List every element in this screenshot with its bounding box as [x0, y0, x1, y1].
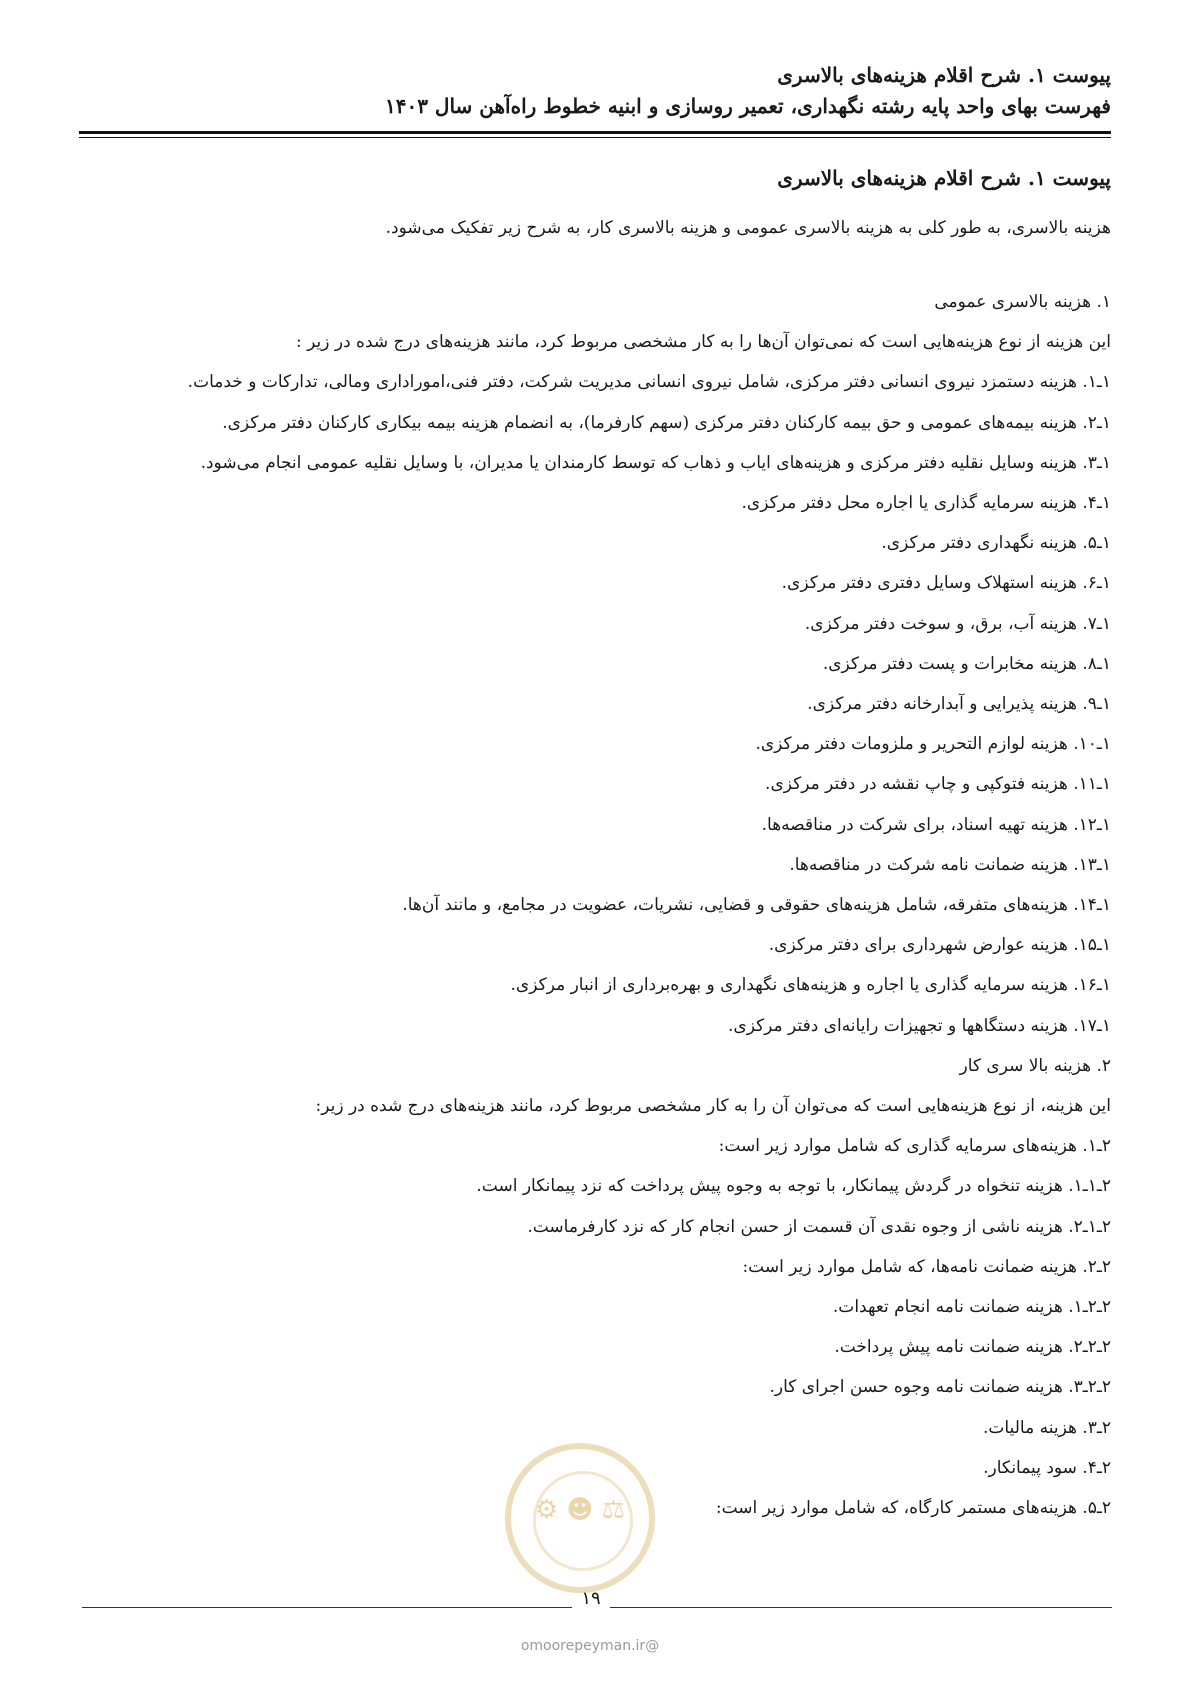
list-item: ۱ـ۱۷. هزینه دستگاهها و تجهیزات رایانه‌ای دفتر مرکزی.: [727, 1015, 1111, 1036]
list-item: ۲ـ۲. هزینه ضمانت نامه‌ها، که شامل موارد زیر است:: [742, 1256, 1111, 1277]
list-item: ۱ـ۱۳. هزینه ضمانت نامه شرکت در مناقصه‌ها.: [789, 854, 1111, 875]
list-item: ۲ـ۵. هزینه‌های مستمر کارگاه، که شامل موارد زیر است:: [715, 1498, 1111, 1519]
list-item: ۱ـ۷. هزینه آب، برق، و سوخت دفتر مرکزی.: [804, 613, 1111, 634]
list-item: ۲ـ۴. سود پیمانکار.: [983, 1457, 1111, 1478]
watermark-emblem-icon: ⚖ ☻ ⚙: [534, 1495, 626, 1525]
footer-rule-right: [610, 1607, 1112, 1608]
intro-paragraph: هزینه بالاسری، به طور کلی به هزینه بالاسری عمومی و هزینه بالاسری کار، به شرح زیر تفکیک می‌شود.: [385, 218, 1111, 238]
list-item: ۱ـ۲. هزینه بیمه‌های عمومی و حق بیمه کارکنان دفتر مرکزی (سهم کارفرما)، به انضمام هزینه بیمه بیکاری کارکنان دفتر مرکزی.: [222, 412, 1111, 433]
header-rule-thick: [79, 131, 1111, 134]
list-item: ۱. هزینه بالاسری عمومی: [934, 292, 1111, 312]
list-item: ۲ـ۳. هزینه مالیات.: [983, 1417, 1111, 1438]
list-item: ۲ـ۲ـ۲. هزینه ضمانت نامه پیش پرداخت.: [834, 1337, 1111, 1358]
footer-rule-left: [82, 1607, 572, 1608]
list-item: ۱ـ۱۶. هزینه سرمایه گذاری یا اجاره و هزینه‌های نگهداری و بهره‌برداری از انبار مرکزی.: [510, 975, 1111, 996]
section-title: پیوست ۱. شرح اقلام هزینه‌های بالاسری: [777, 166, 1111, 190]
header-subtitle: فهرست بهای واحد پایه رشته نگهداری، تعمیر روسازی و ابنیه خطوط راه‌آهن سال ۱۴۰۳: [385, 94, 1111, 118]
list-item: ۱ـ۱۱. هزینه فتوکپی و چاپ نقشه در دفتر مرکزی.: [765, 774, 1111, 795]
list-item: ۱ـ۱۴. هزینه‌های متفرقه، شامل هزینه‌های حقوقی و قضایی، نشریات، عضویت در مجامع، و مانند آن‌ها.: [402, 895, 1111, 916]
list-item: ۱ـ۱. هزینه دستمزد نیروی انسانی دفتر مرکزی، شامل نیروی انسانی مدیریت شرکت، دفتر فنی،اموراداری ومالی، تدارکات و خدمات.: [187, 372, 1111, 393]
header-rule-thin: [79, 137, 1111, 138]
list-item: ۲ـ۲ـ۱. هزینه ضمانت نامه انجام تعهدات.: [832, 1297, 1111, 1318]
document-body: [79, 150, 1111, 1528]
list-item: ۲ـ۱ـ۲. هزینه ناشی از وجوه نقدی آن قسمت از حسن انجام کار که نزد کارفرماست.: [527, 1216, 1111, 1237]
list-item: ۱ـ۱۲. هزینه تهیه اسناد، برای شرکت در مناقصه‌ها.: [761, 814, 1111, 835]
list-item: ۲ـ۱. هزینه‌های سرمایه گذاری که شامل موارد زیر است:: [718, 1136, 1111, 1157]
list-item: ۱ـ۴. هزینه سرمایه گذاری یا اجاره محل دفتر مرکزی.: [741, 493, 1111, 514]
list-item: ۱ـ۵. هزینه نگهداری دفتر مرکزی.: [881, 533, 1111, 554]
watermark-logo: [505, 1443, 655, 1593]
list-item: ۱ـ۳. هزینه وسایل نقلیه دفتر مرکزی و هزینه‌های ایاب و ذهاب که توسط کارمندان یا مدیران، با وسایل نقلیه عمومی انجام می‌شود.: [200, 452, 1111, 473]
page-number: ۱۹: [581, 1588, 601, 1609]
list-item: ۲ـ۲ـ۳. هزینه ضمانت نامه وجوه حسن اجرای کار.: [769, 1377, 1111, 1398]
list-item: این هزینه، از نوع هزینه‌هایی است که می‌توان آن را به کار مشخصی مربوط کرد، مانند هزینه‌های درج شده در زیر:: [315, 1096, 1111, 1117]
list-item: ۱ـ۶. هزینه استهلاک وسایل دفتری دفتر مرکزی.: [781, 573, 1111, 594]
list-item: این هزینه از نوع هزینه‌هایی است که نمی‌توان آن‌ها را به کار مشخصی مربوط کرد، مانند هزینه‌های درج شده در زیر :: [296, 332, 1111, 353]
list-item: ۲. هزینه بالا سری کار: [959, 1055, 1111, 1076]
list-item: ۱ـ۸. هزینه مخابرات و پست دفتر مرکزی.: [822, 653, 1111, 674]
list-item: ۱ـ۹. هزینه پذیرایی و آبدارخانه دفتر مرکزی.: [807, 694, 1111, 715]
page-header: [81, 60, 1111, 122]
header-title: پیوست ۱. شرح اقلام هزینه‌های بالاسری: [777, 63, 1111, 87]
list-item: ۱ـ۱۰. هزینه لوازم التحریر و ملزومات دفتر مرکزی.: [755, 734, 1111, 755]
list-item: ۱ـ۱۵. هزینه عوارض شهرداری برای دفتر مرکزی.: [768, 935, 1111, 956]
list-item: ۲ـ۱ـ۱. هزینه تنخواه در گردش پیمانکار، با توجه به وجوه پیش پرداخت که نزد پیمانکار است.: [476, 1176, 1111, 1197]
watermark-site-text: @omoorepeyman.ir: [520, 1638, 660, 1654]
